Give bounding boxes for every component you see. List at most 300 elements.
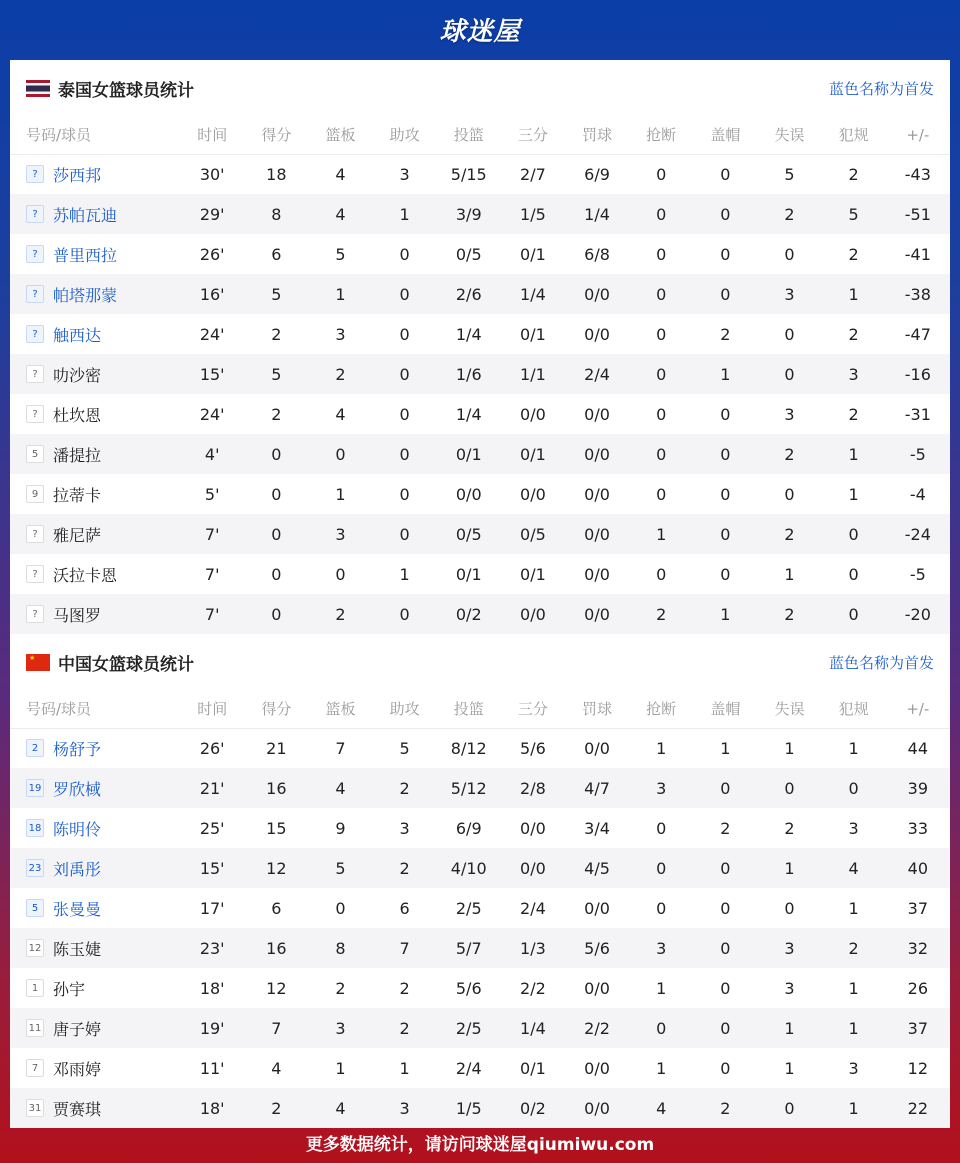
stat-cell: 1 <box>335 1058 346 1078</box>
stat-cell: 0 <box>399 484 410 504</box>
stat-cell: 4 <box>822 848 886 888</box>
player-cell <box>10 1048 180 1088</box>
stat-cell: 32 <box>886 928 950 968</box>
player-info <box>26 937 180 960</box>
player-cell <box>10 728 180 768</box>
jersey-number-badge: 12 <box>26 939 44 957</box>
column-header: 抢断 <box>629 116 693 154</box>
stats-card <box>10 60 950 1122</box>
stat-cell: 1 <box>399 564 410 584</box>
stat-cell: 0 <box>757 1088 821 1128</box>
stat-cell: 0 <box>757 354 821 394</box>
stat-cell: 0 <box>244 594 308 634</box>
stat-cell: 7 <box>335 738 346 758</box>
stat-cell: 0 <box>656 484 667 504</box>
column-header: 盖帽 <box>693 116 757 154</box>
stat-cell: 2/5 <box>437 1008 501 1048</box>
team-title-row <box>10 634 950 690</box>
player-name: 拉蒂卡 <box>53 485 102 505</box>
stat-cell: 0 <box>720 978 731 998</box>
column-header: 投篮 <box>437 116 501 154</box>
stat-cell: 3 <box>822 354 886 394</box>
stat-cell: 19' <box>180 1008 244 1048</box>
stat-cell: 0 <box>373 514 437 554</box>
jersey-number-badge: ? <box>26 605 44 623</box>
player-cell <box>10 194 180 234</box>
stat-cell: 1 <box>848 738 859 758</box>
player-info <box>26 163 180 186</box>
stat-cell: 4' <box>180 434 244 474</box>
column-header: 三分 <box>501 116 565 154</box>
stat-cell: 21' <box>180 768 244 808</box>
stat-cell: 18' <box>199 978 225 998</box>
stat-cell: 2 <box>757 194 821 234</box>
player-info <box>26 857 180 880</box>
player-cell <box>10 234 180 274</box>
player-info <box>26 897 180 920</box>
stat-cell: 1 <box>656 738 667 758</box>
stat-cell: 2 <box>271 404 282 424</box>
stat-cell: 0/0 <box>501 848 565 888</box>
stat-cell: 0/0 <box>520 404 546 424</box>
player-name: 陈玉婕 <box>53 939 102 959</box>
player-name-link[interactable]: 苏帕瓦迪 <box>53 205 118 225</box>
player-cell <box>10 1008 180 1048</box>
table-row <box>10 848 950 888</box>
player-info <box>26 977 180 1000</box>
stat-cell: 0/0 <box>565 274 629 314</box>
stat-cell: 1 <box>656 1058 667 1078</box>
stat-cell: 2 <box>244 1088 308 1128</box>
thailand-flag <box>26 80 50 97</box>
stat-cell: 2/4 <box>565 354 629 394</box>
player-info <box>26 1097 180 1120</box>
column-header: 号码/球员 <box>10 690 180 728</box>
player-name-link[interactable]: 刘禹彤 <box>53 859 102 879</box>
stat-cell: 1 <box>822 1088 886 1128</box>
player-name: 马图罗 <box>53 605 102 625</box>
player-info <box>26 777 180 800</box>
player-cell <box>10 314 180 354</box>
stat-cell: 26 <box>907 978 929 998</box>
player-cell <box>10 434 180 474</box>
stat-cell: 1/4 <box>455 324 482 344</box>
stat-cell: 3 <box>757 928 821 968</box>
stat-cell: -24 <box>886 514 950 554</box>
player-info <box>26 523 180 546</box>
stat-cell: 24' <box>199 324 225 344</box>
stat-cell: 2 <box>693 1088 757 1128</box>
stat-cell: 2/6 <box>437 274 501 314</box>
stat-cell: 2 <box>757 434 821 474</box>
player-name-link[interactable]: 罗欣棫 <box>53 779 102 799</box>
stat-cell: 6/9 <box>584 164 610 184</box>
stat-cell: 0 <box>784 484 795 504</box>
stat-cell: 1/4 <box>455 404 482 424</box>
column-header: 失误 <box>757 690 821 728</box>
stat-cell: 6/9 <box>455 818 482 838</box>
stat-cell: 3 <box>629 928 693 968</box>
stat-cell: 6 <box>271 244 282 264</box>
stat-cell: 3 <box>757 274 821 314</box>
stat-cell: 0 <box>720 1058 731 1078</box>
player-cell <box>10 968 180 1008</box>
stat-cell: 1 <box>335 484 346 504</box>
stat-cell: 1 <box>720 738 731 758</box>
stat-cell: 0/1 <box>520 1058 546 1078</box>
stat-cell: 0 <box>629 354 693 394</box>
stat-cell: 4 <box>629 1088 693 1128</box>
table-row <box>10 394 950 434</box>
jersey-number-badge: 19 <box>26 779 44 797</box>
stat-cell: -51 <box>886 194 950 234</box>
column-header: 投篮 <box>437 690 501 728</box>
stat-cell: 0 <box>656 404 667 424</box>
starter-legend-note: 蓝色名称为首发 <box>828 79 934 98</box>
player-name-link[interactable]: 张曼曼 <box>53 899 102 919</box>
column-header: 三分 <box>501 690 565 728</box>
stat-cell: 2 <box>784 818 795 838</box>
stat-cell: 0 <box>720 564 731 584</box>
column-header: 助攻 <box>373 690 437 728</box>
stat-cell: 1 <box>693 594 757 634</box>
stat-cell: 1 <box>822 1008 886 1048</box>
stat-cell: 3/4 <box>584 818 610 838</box>
stat-cell: 0/0 <box>584 404 610 424</box>
stat-cell: 1/4 <box>501 1008 565 1048</box>
stat-cell: 15 <box>266 818 287 838</box>
player-info <box>26 203 180 226</box>
stat-cell: 7 <box>373 928 437 968</box>
stat-cell: 3 <box>848 818 859 838</box>
player-name: 唐子婷 <box>53 1019 102 1039</box>
stat-cell: 0 <box>656 564 667 584</box>
stat-cell: 5 <box>784 164 795 184</box>
stat-cell: 9 <box>335 818 346 838</box>
stat-cell: 12 <box>907 1058 929 1078</box>
stat-cell: 6 <box>399 898 410 918</box>
stat-cell: 0 <box>308 434 372 474</box>
jersey-number-badge: ? <box>26 165 44 183</box>
stat-cell: 0 <box>656 324 667 344</box>
stat-cell: 1 <box>822 434 886 474</box>
starter-legend-note: 蓝色名称为首发 <box>828 653 934 672</box>
stat-cell: 5' <box>204 484 220 504</box>
footer <box>0 1122 960 1163</box>
stat-cell: 2 <box>720 324 731 344</box>
stat-cell: 6/8 <box>584 244 610 264</box>
player-info <box>26 363 180 386</box>
jersey-number-badge: ? <box>26 325 44 343</box>
column-header: 时间 <box>180 690 244 728</box>
stat-cell: 0 <box>693 434 757 474</box>
stat-cell: 3 <box>308 1008 372 1048</box>
stat-cell: 1 <box>848 898 859 918</box>
stat-cell: 4/7 <box>565 768 629 808</box>
stat-cell: 3 <box>335 324 346 344</box>
stat-cell: 4/5 <box>565 848 629 888</box>
team-title-group <box>26 76 194 101</box>
stat-cell: 24' <box>199 404 225 424</box>
stat-cell: 0/1 <box>520 324 546 344</box>
stat-cell: 16' <box>180 274 244 314</box>
player-name-link[interactable]: 杨舒予 <box>53 739 102 759</box>
stat-cell: 0 <box>373 354 437 394</box>
stat-cell: 25' <box>199 818 225 838</box>
table-row <box>10 928 950 968</box>
stat-cell: 2 <box>335 978 346 998</box>
stat-cell: 0 <box>720 404 731 424</box>
stat-cell: 0 <box>693 194 757 234</box>
column-header: 得分 <box>244 690 308 728</box>
player-name-link[interactable]: 帕塔那蒙 <box>53 285 118 305</box>
stat-cell: 2 <box>373 768 437 808</box>
stat-cell: 2/2 <box>520 978 546 998</box>
stat-cell: 8/12 <box>450 738 487 758</box>
stat-cell: 2 <box>271 324 282 344</box>
stat-cell: 26' <box>199 738 225 758</box>
stat-cell: 2 <box>848 324 859 344</box>
stat-cell: 2 <box>757 594 821 634</box>
stat-cell: 5/15 <box>450 164 487 184</box>
stat-cell: 0/1 <box>501 434 565 474</box>
stat-cell: 0/0 <box>584 484 610 504</box>
stat-cell: 0 <box>373 274 437 314</box>
player-name: 沃拉卡恩 <box>53 565 118 585</box>
stat-cell: 0 <box>757 768 821 808</box>
stat-cell: 2/5 <box>455 898 482 918</box>
stat-cell: 0 <box>629 194 693 234</box>
jersey-number-badge: ? <box>26 285 44 303</box>
stat-cell: 15' <box>180 848 244 888</box>
stat-cell: 0 <box>848 564 859 584</box>
table-row <box>10 554 950 594</box>
stat-cell: -5 <box>886 434 950 474</box>
stat-cell: 0/0 <box>565 514 629 554</box>
column-header: 犯规 <box>822 690 886 728</box>
jersey-number-badge: 11 <box>26 1019 44 1037</box>
stat-cell: 2/4 <box>520 898 546 918</box>
stat-cell: 0/0 <box>584 738 610 758</box>
stat-cell: 7' <box>204 564 220 584</box>
stat-cell: 16 <box>244 768 308 808</box>
stat-cell: 2/4 <box>455 1058 482 1078</box>
stat-cell: 0/0 <box>584 324 610 344</box>
column-header: 篮板 <box>308 690 372 728</box>
player-cell <box>10 928 180 968</box>
player-info <box>26 737 180 760</box>
stat-cell: 22 <box>886 1088 950 1128</box>
jersey-number-badge: 2 <box>26 739 44 757</box>
stat-cell: 2 <box>848 404 859 424</box>
table-row <box>10 274 950 314</box>
stat-cell: 1/3 <box>501 928 565 968</box>
stat-cell: 0/0 <box>501 594 565 634</box>
stat-cell: 0 <box>244 514 308 554</box>
stat-cell: 3 <box>784 404 795 424</box>
stat-cell: 3 <box>784 978 795 998</box>
stat-cell: 1/6 <box>437 354 501 394</box>
stat-cell: 0 <box>373 434 437 474</box>
stat-cell: -5 <box>909 564 926 584</box>
stat-cell: -16 <box>886 354 950 394</box>
stat-cell: 0/1 <box>455 564 482 584</box>
stat-cell: 4 <box>271 1058 282 1078</box>
stat-cell: 0/0 <box>520 484 546 504</box>
stat-cell: 2 <box>373 848 437 888</box>
stat-cell: 2 <box>720 818 731 838</box>
column-header: 抢断 <box>629 690 693 728</box>
stat-cell: -43 <box>904 164 931 184</box>
player-info <box>26 603 180 626</box>
stat-cell: 5 <box>822 194 886 234</box>
stat-cell: 0 <box>629 434 693 474</box>
player-name: 叻沙密 <box>53 365 102 385</box>
player-cell <box>10 274 180 314</box>
stat-cell: 0 <box>784 898 795 918</box>
footer-text: 更多数据统计，请访问球迷屋qiumiwu.com <box>305 1135 655 1155</box>
stat-cell: 0/1 <box>520 564 546 584</box>
stat-cell: 1/4 <box>501 274 565 314</box>
stat-cell: 0 <box>784 244 795 264</box>
jersey-number-badge: ? <box>26 245 44 263</box>
player-name-link[interactable]: 普里西拉 <box>53 245 118 265</box>
stat-cell: 18' <box>180 1088 244 1128</box>
stat-cell: 44 <box>907 738 929 758</box>
column-header: 罚球 <box>565 690 629 728</box>
stat-cell: 0 <box>720 898 731 918</box>
player-name-link[interactable]: 触西达 <box>53 325 102 345</box>
stat-cell: 40 <box>886 848 950 888</box>
stat-cell: 1 <box>757 848 821 888</box>
stat-cell: 0 <box>335 564 346 584</box>
column-header: 得分 <box>244 116 308 154</box>
stat-cell: 0/5 <box>501 514 565 554</box>
player-info <box>26 817 180 840</box>
player-name: 雅尼萨 <box>53 525 102 545</box>
stat-cell: 3 <box>848 1058 859 1078</box>
stat-cell: 3 <box>308 514 372 554</box>
jersey-number-badge: 1 <box>26 979 44 997</box>
stat-cell: 0/0 <box>584 978 610 998</box>
table-row <box>10 808 950 848</box>
stat-cell: 0 <box>271 484 282 504</box>
stat-cell: 16 <box>244 928 308 968</box>
stat-cell: 1 <box>373 194 437 234</box>
stat-cell: 4 <box>335 164 346 184</box>
table-row <box>10 728 950 768</box>
table-row <box>10 1008 950 1048</box>
stat-cell: 7' <box>180 514 244 554</box>
stat-cell: 0 <box>629 1008 693 1048</box>
stat-cell: 0/1 <box>520 244 546 264</box>
stat-cell: 3/9 <box>437 194 501 234</box>
stat-cell: 0/2 <box>501 1088 565 1128</box>
stat-cell: 1 <box>784 1058 795 1078</box>
stat-cell: 0 <box>335 898 346 918</box>
stat-cell: -38 <box>886 274 950 314</box>
stat-cell: 11' <box>199 1058 225 1078</box>
stat-cell: 0 <box>693 1008 757 1048</box>
stat-cell: 0 <box>656 898 667 918</box>
player-stats-table <box>10 116 950 634</box>
stat-cell: 30' <box>199 164 225 184</box>
stat-cell: 0 <box>629 274 693 314</box>
stat-cell: 1/5 <box>501 194 565 234</box>
stat-cell: 0/0 <box>565 1088 629 1128</box>
stat-cell: 0 <box>271 564 282 584</box>
stat-cell: 4 <box>308 1088 372 1128</box>
player-info <box>26 563 180 586</box>
stat-cell: -20 <box>886 594 950 634</box>
player-info <box>26 1017 180 1040</box>
player-info <box>26 403 180 426</box>
stat-cell: 1 <box>308 274 372 314</box>
jersey-number-badge: ? <box>26 405 44 423</box>
stat-cell: 1 <box>784 738 795 758</box>
stat-cell: 2 <box>757 514 821 554</box>
stat-cell: 4 <box>308 194 372 234</box>
stat-cell: 2 <box>399 978 410 998</box>
player-cell <box>10 594 180 634</box>
table-row <box>10 354 950 394</box>
stat-cell: 0/5 <box>437 514 501 554</box>
stat-cell: 5 <box>244 274 308 314</box>
table-row <box>10 594 950 634</box>
stat-cell: 0 <box>693 768 757 808</box>
stat-cell: 0 <box>244 434 308 474</box>
jersey-number-badge: 23 <box>26 859 44 877</box>
stat-cell: 5 <box>308 848 372 888</box>
table-row <box>10 434 950 474</box>
table-row <box>10 154 950 194</box>
stat-cell: 2 <box>848 244 859 264</box>
stat-cell: 1 <box>822 274 886 314</box>
stat-cell: 2 <box>308 594 372 634</box>
stat-cell: 3 <box>629 768 693 808</box>
stat-cell: 4 <box>308 768 372 808</box>
stat-cell: 0/0 <box>455 484 482 504</box>
player-info <box>26 243 180 266</box>
jersey-number-badge: ? <box>26 525 44 543</box>
table-header-row <box>10 690 950 728</box>
stat-cell: -4 <box>909 484 926 504</box>
stat-cell: 37 <box>886 1008 950 1048</box>
jersey-number-badge: ? <box>26 205 44 223</box>
stat-cell: 5/6 <box>455 978 482 998</box>
player-name-link[interactable]: 陈明伶 <box>53 819 102 839</box>
jersey-number-badge: 18 <box>26 819 44 837</box>
player-cell <box>10 474 180 514</box>
stat-cell: 2 <box>629 594 693 634</box>
table-row <box>10 474 950 514</box>
team-title: 中国女篮球员统计 <box>58 654 194 675</box>
column-header: 助攻 <box>373 116 437 154</box>
jersey-number-badge: 5 <box>26 445 44 463</box>
stat-cell: 0/0 <box>584 898 610 918</box>
player-name-link[interactable]: 莎西邦 <box>53 165 102 185</box>
stat-cell: 0 <box>656 244 667 264</box>
stat-cell: 23' <box>180 928 244 968</box>
column-header: +/- <box>886 116 950 154</box>
stat-cell: 0/5 <box>455 244 482 264</box>
stat-cell: 17' <box>199 898 225 918</box>
player-cell <box>10 768 180 808</box>
player-name: 邓雨婷 <box>53 1059 102 1079</box>
stat-cell: 0 <box>373 594 437 634</box>
player-name: 潘提拉 <box>53 445 102 465</box>
player-info <box>26 483 180 506</box>
